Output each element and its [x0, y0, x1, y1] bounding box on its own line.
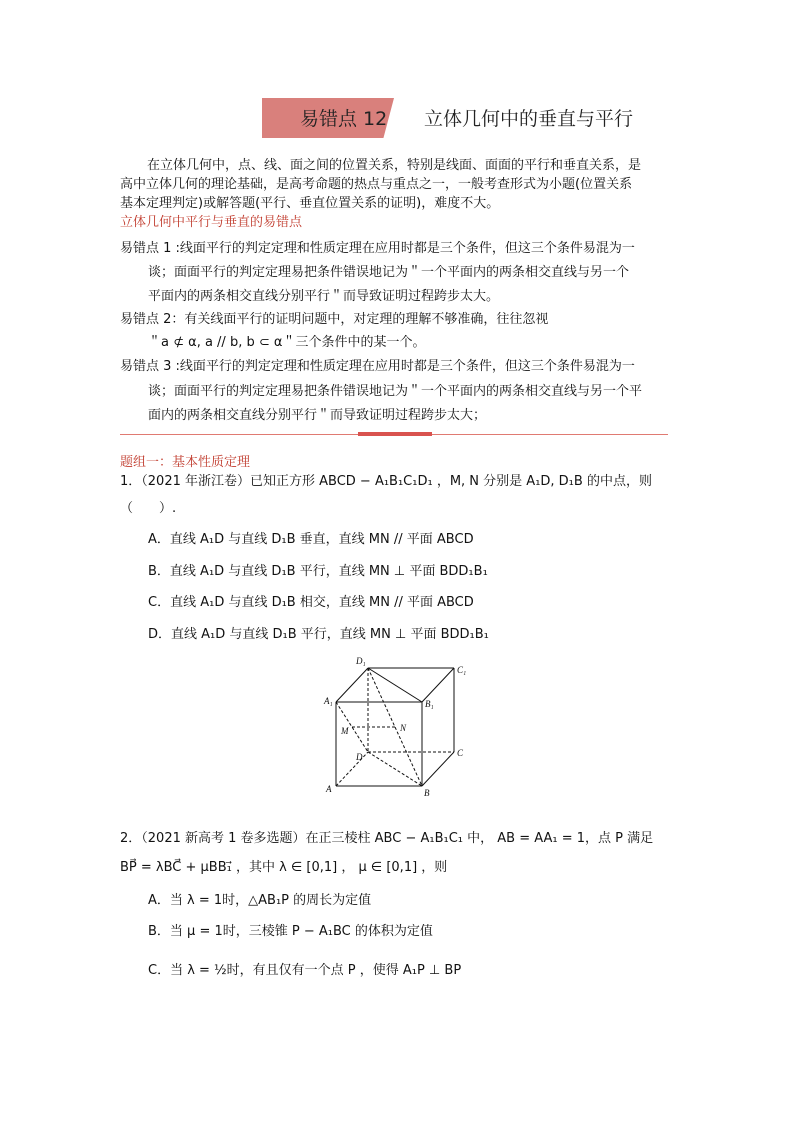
q2-option-b: B．当 μ = 1时，三棱锥 P − A₁BC 的体积为定值 — [148, 924, 433, 939]
q1-stem: 1．（2021 年浙江卷）已知正方形 ABCD − A₁B₁C₁D₁ ，M, N 分别是 A₁D, D₁B 的中点，则 — [120, 474, 652, 489]
banner-number: 易错点 12 — [300, 108, 388, 130]
q2-option-c: C．当 λ = ½时，有且仅有一个点 P ，使得 A₁P ⊥ BP — [148, 963, 462, 978]
point-3-line-3: 面内的两条相交直线分别平行＂而导致证明过程跨步太大； — [148, 408, 487, 423]
point-1-line-3: 平面内的两条相交直线分别平行＂而导致证明过程跨步太大。 — [148, 289, 500, 304]
group-heading: 题组一：基本性质定理 — [120, 455, 251, 470]
intro-line-1: 在立体几何中，点、线、面之间的位置关系，特别是线面、面面的平行和垂直关系，是 — [147, 158, 642, 173]
label-d1: D₁ — [356, 656, 366, 666]
label-a1: A₁ — [324, 696, 333, 706]
divider-accent — [358, 432, 432, 436]
point-3-line-1: 易错点 3 :线面平行的判定定理和性质定理在应用时都是三个条件，但这三个条件易混为一 — [120, 359, 635, 374]
label-c: C — [457, 748, 464, 758]
label-d: D — [356, 752, 363, 762]
q1-option-b: B．直线 A₁D 与直线 D₁B 平行，直线 MN ⊥ 平面 BDD₁B₁ — [148, 564, 488, 579]
banner-title: 立体几何中的垂直与平行 — [424, 108, 634, 130]
edge-b1c1 — [422, 668, 454, 702]
q1-paren: （ ）. — [120, 501, 177, 516]
point-2-line-2: ＂a ⊄ α, a // b, b ⊂ α＂三个条件中的某一个。 — [148, 335, 426, 350]
label-m: M — [341, 726, 349, 736]
intro-line-3: 基本定理判定)或解答题(平行、垂直位置关系的证明)，难度不大。 — [120, 196, 500, 211]
edge-a1d1 — [336, 668, 368, 702]
cube-figure — [318, 652, 478, 802]
q2-stem: 2．（2021 新高考 1 卷多选题）在正三棱柱 ABC − A₁B₁C₁ 中， AB = AA₁ = 1，点 P 满足 — [120, 831, 654, 846]
label-a: A — [326, 784, 332, 794]
point-3-line-2: 谈；面面平行的判定定理易把条件错误地记为＂一个平面内的两条相交直线与另一个平 — [148, 384, 643, 399]
q1-option-d: D．直线 A₁D 与直线 D₁B 平行，直线 MN ⊥ 平面 BDD₁B₁ — [148, 627, 489, 642]
q1-option-c: C．直线 A₁D 与直线 D₁B 相交，直线 MN // 平面 ABCD — [148, 595, 474, 610]
point-1-line-1: 易错点 1 :线面平行的判定定理和性质定理在应用时都是三个条件，但这三个条件易混为一 — [120, 241, 635, 256]
point-1-line-2: 谈；面面平行的判定定理易把条件错误地记为＂一个平面内的两条相交直线与另一个 — [148, 265, 630, 280]
edge-d1b1 — [368, 668, 422, 702]
edge-bc — [422, 752, 454, 786]
edge-ad — [336, 752, 368, 786]
q1-option-a: A．直线 A₁D 与直线 D₁B 垂直，直线 MN // 平面 ABCD — [148, 532, 474, 547]
intro-line-2: 高中立体几何的理论基础，是高考命题的热点与重点之一，一般考查形式为小题(位置关系 — [120, 177, 633, 192]
label-c1: C₁ — [457, 665, 467, 675]
section-heading: 立体几何中平行与垂直的易错点 — [120, 215, 303, 230]
q2-option-a: A．当 λ = 1时，△AB₁P 的周长为定值 — [148, 893, 372, 908]
label-b1: B₁ — [425, 699, 434, 709]
q2-condition: BP⃗ = λBC⃗ + μBB₁⃗ ，其中 λ ∈ [0,1] ， μ ∈ [0,1] ，则 — [120, 860, 448, 875]
label-n: N — [400, 723, 407, 733]
label-b: B — [424, 788, 430, 798]
point-2-line-1: 易错点 2：有关线面平行的证明问题中，对定理的理解不够准确，往往忽视 — [120, 312, 549, 327]
